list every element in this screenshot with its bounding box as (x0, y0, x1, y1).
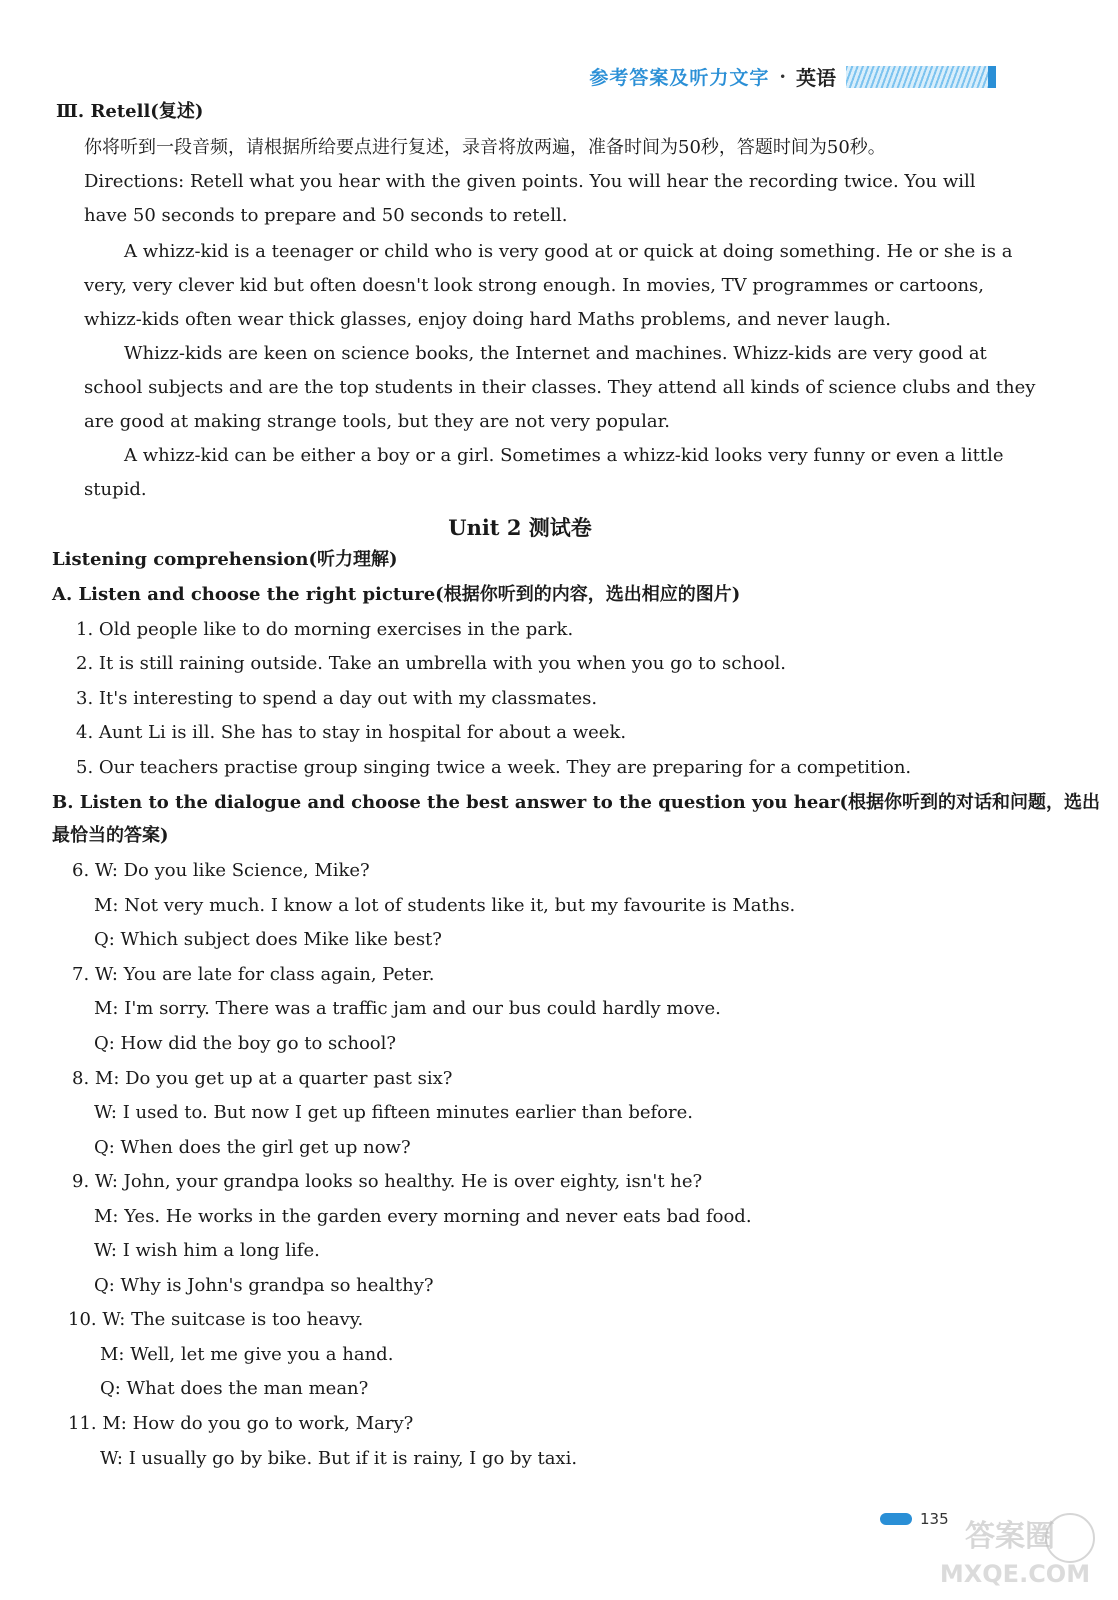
text-line: school subjects and are the top students in their classes. They attend all kinds of science clubs and they (84, 377, 1036, 398)
text-line: 9. W: John, your grandpa looks so healthy. He is over eighty, isn't he? (72, 1171, 703, 1192)
header-subject: 英语 (796, 66, 836, 90)
text-line: 11. M: How do you go to work, Mary? (68, 1413, 414, 1434)
header-title: 参考答案及听力文字 (589, 67, 770, 89)
text-line: Q: When does the girl get up now? (94, 1137, 411, 1158)
text-line: 4. Aunt Li is ill. She has to stay in hospital for about a week. (76, 722, 627, 743)
text-line: 2. It is still raining outside. Take an umbrella with you when you go to school. (76, 653, 787, 674)
text-line: 8. M: Do you get up at a quarter past six? (72, 1068, 453, 1089)
text-line: have 50 seconds to prepare and 50 seconds to retell. (84, 205, 568, 226)
header-decoration-bar (846, 66, 996, 88)
text-line: stupid. (84, 479, 147, 500)
section-heading: 最恰当的答案) (52, 825, 169, 846)
page-header (589, 62, 996, 91)
text-line: 你将听到一段音频，请根据所给要点进行复述，录音将放两遍，准备时间为50秒，答题时间为50秒。 (84, 137, 886, 158)
text-line: W: I used to. But now I get up fifteen minutes earlier than before. (94, 1102, 693, 1123)
text-line: M: Not very much. I know a lot of students like it, but my favourite is Maths. (94, 895, 796, 916)
section-heading: Listening comprehension(听力理解) (52, 549, 398, 570)
text-line: Q: Which subject does Mike like best? (94, 929, 442, 950)
text-line: are good at making strange tools, but they are not very popular. (84, 411, 670, 432)
section-heading: Ⅲ. Retell(复述) (56, 101, 204, 122)
footer-decoration (880, 1513, 912, 1525)
unit-title: Unit 2 测试卷 (448, 515, 592, 540)
text-line: Directions: Retell what you hear with the given points. You will hear the recording twice. You will (84, 171, 976, 192)
section-heading: A. Listen and choose the right picture(根据你听到的内容，选出相应的图片) (52, 584, 741, 605)
text-line: A whizz-kid can be either a boy or a girl. Sometimes a whizz-kid looks very funny or even a little (124, 445, 1004, 466)
text-line: A whizz-kid is a teenager or child who is very good at or quick at doing something. He or she is a (124, 241, 1013, 262)
watermark-line2: MXQE.COM (939, 1560, 1091, 1588)
text-line: 5. Our teachers practise group singing twice a week. They are preparing for a competition. (76, 757, 912, 778)
text-line: Q: What does the man mean? (100, 1378, 369, 1399)
text-line: Whizz-kids are keen on science books, the Internet and machines. Whizz-kids are very good at (124, 343, 987, 364)
text-line: W: I wish him a long life. (94, 1240, 320, 1261)
text-line: 10. W: The suitcase is too heavy. (68, 1309, 364, 1330)
text-line: M: Yes. He works in the garden every morning and never eats bad food. (94, 1206, 752, 1227)
watermark-line1: 答案圈 (965, 1519, 1055, 1554)
page-number: 135 (920, 1510, 949, 1528)
text-line: 7. W: You are late for class again, Peter. (72, 964, 435, 985)
text-line: Q: Why is John's grandpa so healthy? (94, 1275, 434, 1296)
text-line: very, very clever kid but often doesn't look strong enough. In movies, TV programmes or cartoons, (84, 275, 984, 296)
text-line: Q: How did the boy go to school? (94, 1033, 397, 1054)
header-dot: · (779, 65, 786, 88)
section-heading: B. Listen to the dialogue and choose the best answer to the question you hear(根据你听到的对话和问题，选出 (52, 792, 1100, 813)
text-line: whizz-kids often wear thick glasses, enjoy doing hard Maths problems, and never laugh. (84, 309, 892, 330)
text-line: W: I usually go by bike. But if it is rainy, I go by taxi. (100, 1448, 578, 1469)
text-line: 3. It's interesting to spend a day out with my classmates. (76, 688, 598, 709)
text-line: M: I'm sorry. There was a traffic jam and our bus could hardly move. (94, 998, 721, 1019)
watermark-logo (920, 1510, 1110, 1590)
text-line: 1. Old people like to do morning exercises in the park. (76, 619, 574, 640)
text-line: M: Well, let me give you a hand. (100, 1344, 394, 1365)
text-line: 6. W: Do you like Science, Mike? (72, 860, 370, 881)
